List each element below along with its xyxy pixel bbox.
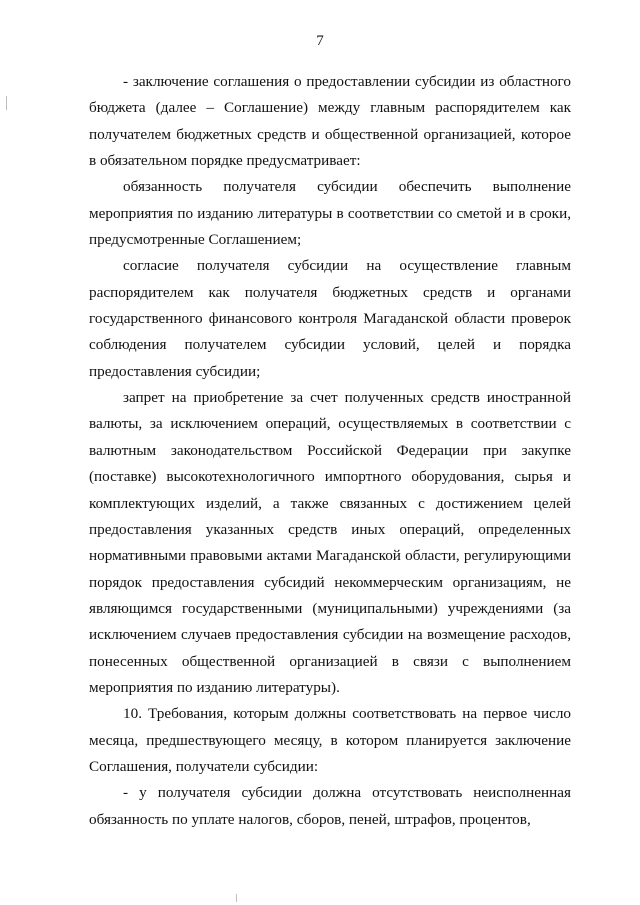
paragraph-consent-to-audit: согласие получателя субсидии на осуществление главным распорядителем как получателя бюджетных средств и органами государственного финансового контроля Магаданской области проверок соблюдения получателем субсидии условий, целей и порядка предоставления субсидии; [89,257,571,380]
page-number: 7 [316,33,324,49]
scan-artifact-left-edge [6,96,7,110]
paragraph-no-tax-debt: - у получателя субсидии должна отсутствовать неисполненная обязанность по уплате налогов, сборов, пеней, штрафов, процентов, [89,784,571,828]
document-body [89,69,571,833]
paragraph-currency-ban: запрет на приобретение за счет полученных средств иностранной валюты, за исключением операций, осуществляемых в соответствии с валютным законодательством Российской Федерации при закупке (поставке) высокотехнологичного импортного оборудования, сырья и комплектующих изделий, а также связанных с достижением целей предоставления указанных средств иных операций, определенных нормативными правовыми актами Магаданской области, регулирующими порядок предоставления субсидий некоммерческим организациям, не являющимся государственными (муниципальными) учреждениями (за исключением случаев предоставления субсидии на возмещение расходов, понесенных общественной организацией в связи с выполнением мероприятия по изданию литературы). [89,389,571,696]
scan-artifact-bottom [236,894,237,902]
paragraph-requirements-10: 10. Требования, которым должны соответствовать на первое число месяца, предшествующего месяцу, в котором планируется заключение Соглашения, получатели субсидии: [89,705,571,775]
paragraph-obligation: обязанность получателя субсидии обеспечить выполнение мероприятия по изданию литературы в соответствии со сметой и в сроки, предусмотренные Соглашением; [89,178,571,249]
paragraph-agreement-conclusion: - заключение соглашения о предоставлении субсидии из областного бюджета (далее – Соглашение) между главным распорядителем как получателем бюджетных средств и общественной организацией, которое в обязательном порядке предусматривает: [89,73,571,170]
